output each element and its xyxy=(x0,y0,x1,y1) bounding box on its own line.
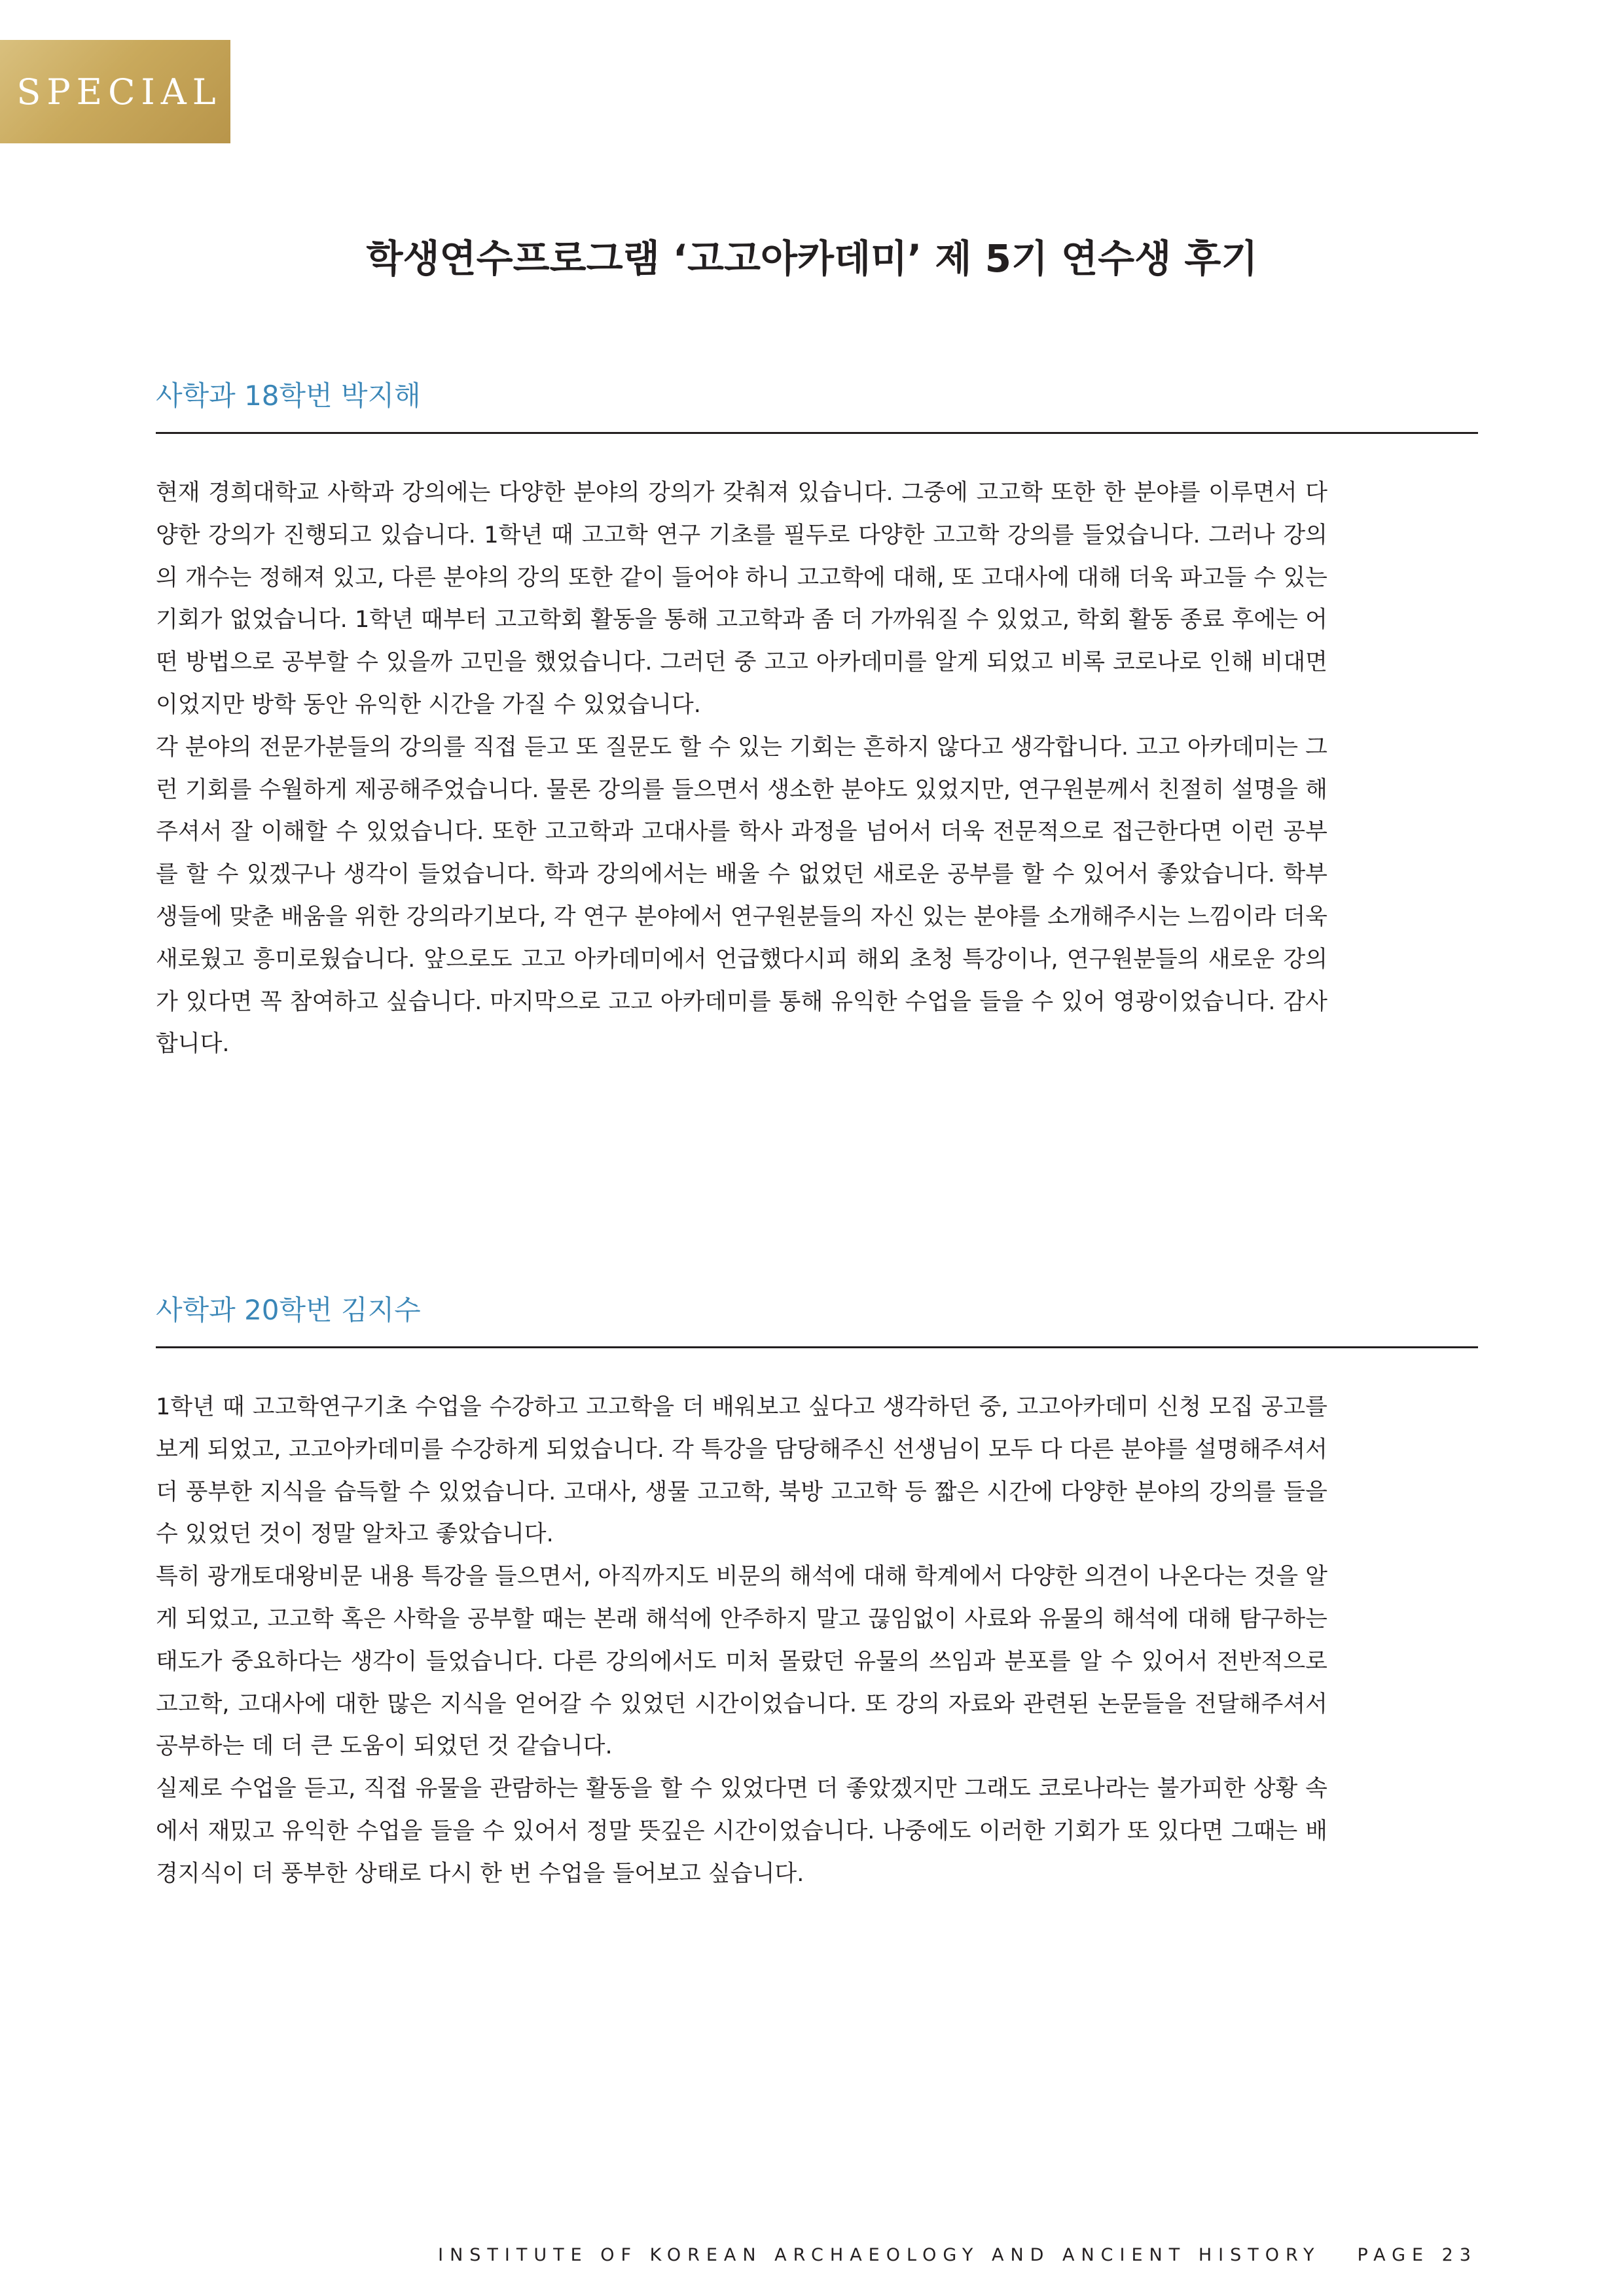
review-body xyxy=(156,1386,1327,1895)
institute-name: INSTITUTE OF KOREAN ARCHAEOLOGY AND ANCIENT HISTORY xyxy=(438,2245,1321,2265)
review-body xyxy=(156,472,1327,1066)
paragraph: 1학년 때 고고학연구기초 수업을 수강하고 고고학을 더 배워보고 싶다고 생각하던 중, 고고아카데미 신청 모집 공고를 보게 되었고, 고고아카데미를 수강하게 되었습니다. 각 특강을 담당해주신 선생님이 모두 다 다른 분야를 설명해주셔서 더 풍부한 지식을 습득할 수 있었습니다. 고대사, 생물 고고학, 북방 고고학 등 짧은 시간에 다양한 분야의 강의를 들을 수 있었던 것이 정말 알차고 좋았습니다. xyxy=(156,1394,1327,1548)
section-divider xyxy=(156,432,1478,434)
page-footer xyxy=(438,2245,1477,2265)
paragraph: 특히 광개토대왕비문 내용 특강을 들으면서, 아직까지도 비문의 해석에 대해 학계에서 다양한 의견이 나온다는 것을 알게 되었고, 고고학 혹은 사학을 공부할 때는 본래 해석에 안주하지 말고 끊임없이 사료와 유물의 해석에 대해 탐구하는 태도가 중요하다는 생각이 들었습니다. 다른 강의에서도 미처 몰랐던 유물의 쓰임과 분포를 알 수 있어서 전반적으로 고고학, 고대사에 대한 많은 지식을 얻어갈 수 있었던 시간이었습니다. 또 강의 자료와 관련된 논문들을 전달해주셔서 공부하는 데 더 큰 도움이 되었던 것 같습니다. xyxy=(156,1564,1327,1760)
author-heading: 사학과 18학번 박지해 xyxy=(156,380,421,412)
page-title: 학생연수프로그램 ‘고고아카데미’ 제 5기 연수생 후기 xyxy=(366,236,1258,281)
paragraph: 각 분야의 전문가분들의 강의를 직접 듣고 또 질문도 할 수 있는 기회는 흔하지 않다고 생각합니다. 고고 아카데미는 그런 기회를 수월하게 제공해주었습니다. 물론 강의를 들으면서 생소한 분야도 있었지만, 연구원분께서 친절히 설명을 해주셔서 잘 이해할 수 있었습니다. 또한 고고학과 고대사를 학사 과정을 넘어서 더욱 전문적으로 접근한다면 이런 공부를 할 수 있겠구나 생각이 들었습니다. 학과 강의에서는 배울 수 없었던 새로운 공부를 할 수 있어서 좋았습니다. 학부생들에 맞춘 배움을 위한 강의라기보다, 각 연구 분야에서 연구원분들의 자신 있는 분야를 소개해주시는 느낌이라 더욱 새로웠고 흥미로웠습니다. 앞으로도 고고 아카데미에서 언급했다시피 해외 초청 특강이나, 연구원분들의 새로운 강의가 있다면 꼭 참여하고 싶습니다. 마지막으로 고고 아카데미를 통해 유익한 수업을 들을 수 있어 영광이었습니다. 감사합니다. xyxy=(156,734,1328,1058)
review-section-1 xyxy=(156,373,1478,1066)
page-number: PAGE 23 xyxy=(1357,2245,1477,2265)
section-tab-label: SPECIAL xyxy=(16,71,222,113)
review-section-2 xyxy=(156,1287,1478,1895)
section-tab-special xyxy=(0,40,230,143)
author-heading: 사학과 20학번 김지수 xyxy=(156,1294,421,1326)
paragraph: 실제로 수업을 듣고, 직접 유물을 관람하는 활동을 할 수 있었다면 더 좋았겠지만 그래도 코로나라는 불가피한 상황 속에서 재밌고 유익한 수업을 들을 수 있어서 정말 뜻깊은 시간이었습니다. 나중에도 이러한 기회가 또 있다면 그때는 배경지식이 더 풍부한 상태로 다시 한 번 수업을 들어보고 싶습니다. xyxy=(156,1776,1327,1887)
paragraph: 현재 경희대학교 사학과 강의에는 다양한 분야의 강의가 갖춰져 있습니다. 그중에 고고학 또한 한 분야를 이루면서 다양한 강의가 진행되고 있습니다. 1학년 때 고고학 연구 기초를 필두로 다양한 고고학 강의를 들었습니다. 그러나 강의의 개수는 정해져 있고, 다른 분야의 강의 또한 같이 들어야 하니 고고학에 대해, 또 고대사에 대해 더욱 파고들 수 있는 기회가 없었습니다. 1학년 때부터 고고학회 활동을 통해 고고학과 좀 더 가까워질 수 있었고, 학회 활동 종료 후에는 어떤 방법으로 공부할 수 있을까 고민을 했었습니다. 그러던 중 고고 아카데미를 알게 되었고 비록 코로나로 인해 비대면이었지만 방학 동안 유익한 시간을 가질 수 있었습니다. xyxy=(156,480,1327,718)
section-divider xyxy=(156,1346,1478,1348)
